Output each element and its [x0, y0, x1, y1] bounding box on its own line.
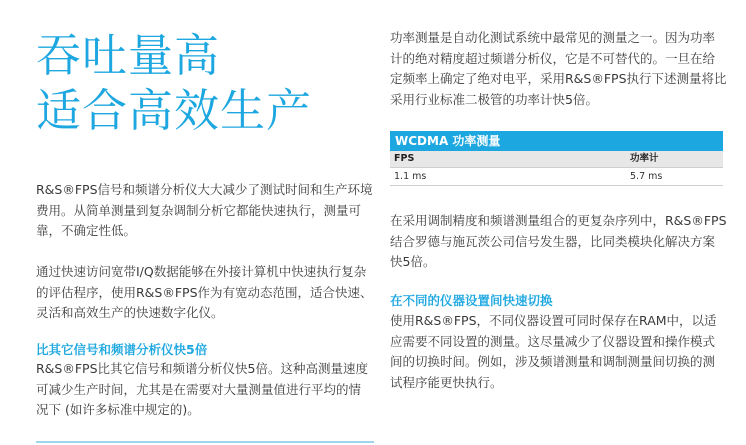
right-paragraph-2 — [390, 211, 727, 273]
left-paragraph-2 — [36, 262, 373, 324]
text-line: 的评估程序，使用R&S®FPS作为有宽动态范围，适合快速、 — [36, 284, 373, 300]
text-line: 费用。从简单测量到复杂调制分析它都能快速执行，测量可 — [36, 202, 362, 218]
table-header-cell: FPS — [394, 153, 415, 164]
text-line: 使用R&S®FPS，不同仪器设置可同时保存在RAM中，以适 — [390, 313, 717, 328]
table-header-cell: 功率计 — [630, 153, 659, 164]
right-section-heading: 在不同的仪器设置间快速切换 — [390, 293, 553, 308]
text-line: 靠，不确定性低。 — [36, 223, 137, 238]
text-line: 计的绝对精度超过频谱分析仪，它是不可替代的。一旦在给 — [390, 50, 716, 66]
text-line: 定频率上确定了绝对电平，采用R&S®FPS执行下述测量将比 — [390, 71, 727, 86]
right-paragraph-3 — [390, 311, 717, 393]
text-line: 试程序能更快执行。 — [390, 374, 503, 390]
text-line: R&S®FPS比其它信号和频谱分析仪快5倍。这种高测量速度 — [36, 361, 368, 376]
bottom-divider — [36, 441, 374, 443]
table-header-row — [390, 151, 723, 168]
text-line: 快5倍。 — [390, 254, 436, 269]
text-line: 况下 (如许多标准中规定的)。 — [36, 402, 200, 417]
table-cell: 1.1 ms — [394, 171, 427, 182]
text-line: 采用行业标准二极管的功率计快5倍。 — [390, 91, 598, 107]
title-line-2: 适合高效生产 — [36, 84, 313, 137]
text-line: 结合罗德与施瓦茨公司信号发生器，比同类模块化解决方案 — [390, 233, 716, 249]
table-row — [390, 168, 723, 186]
left-paragraph-3 — [36, 359, 368, 421]
text-line: 通过快速访问宽带I/Q数据能够在外接计算机中快速执行复杂 — [36, 264, 367, 279]
left-section-heading: 比其它信号和频谱分析仪快5倍 — [36, 342, 208, 357]
text-line: 在采用调制精度和频谱测量组合的更复杂序列中，R&S®FPS — [390, 213, 727, 228]
page-title — [36, 28, 312, 138]
text-line: 灵活和高效生产的快速数字化仪。 — [36, 305, 224, 320]
right-paragraph-1 — [390, 28, 727, 110]
text-line: 间的切换时间。例如，涉及频谱测量和调制测量间切换的测 — [390, 354, 716, 369]
title-line-1: 吞吐量高 — [36, 29, 221, 82]
text-line: R&S®FPS信号和频谱分析仪大大减少了测试时间和生产环境 — [36, 182, 373, 197]
wcdma-power-table — [390, 131, 723, 186]
left-paragraph-1 — [36, 180, 373, 242]
table-cell: 5.7 ms — [630, 171, 663, 182]
text-line: 应需要不同设置的测量。这尽量减少了仪器设置和操作模式 — [390, 333, 716, 349]
table-title: WCDMA 功率测量 — [390, 131, 723, 151]
text-line: 可减少生产时间，尤其是在需要对大量测量值进行平均的情 — [36, 381, 362, 397]
text-line: 功率测量是自动化测试系统中最常见的测量之一。因为功率 — [390, 30, 716, 45]
